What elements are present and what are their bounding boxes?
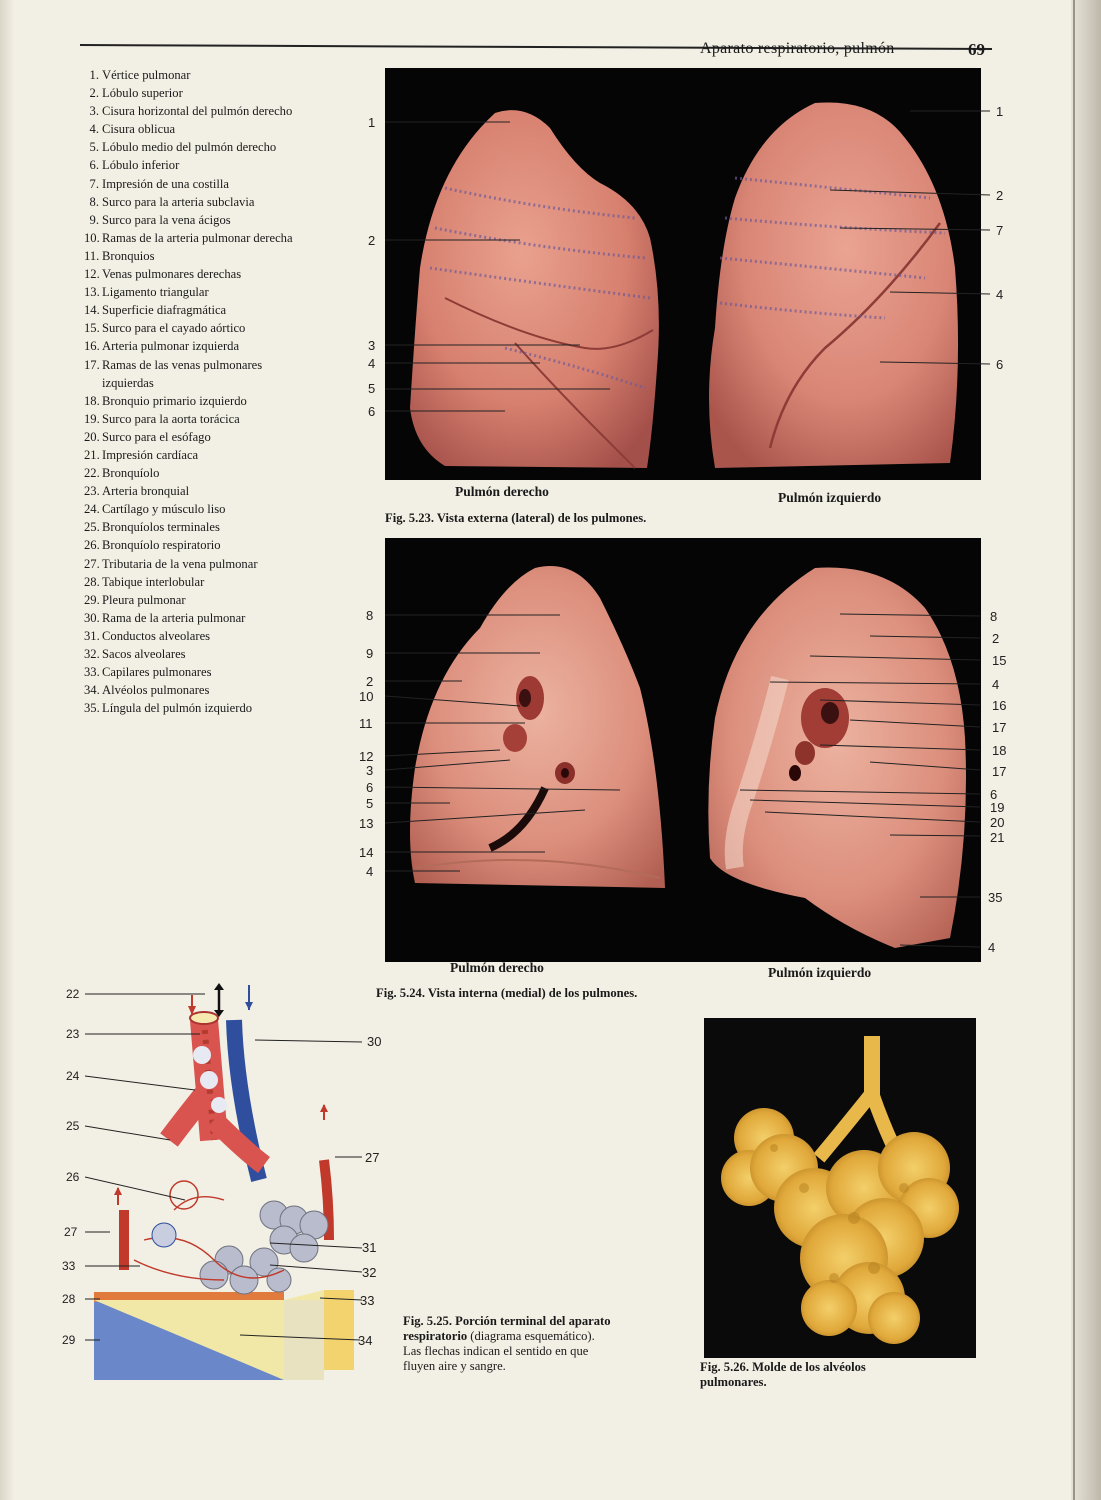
legend-item <box>84 410 299 428</box>
legend-item <box>84 645 299 663</box>
legend-item <box>84 663 299 681</box>
legend-item-text: Rama de la arteria pulmonar <box>102 610 246 625</box>
legend-item-number: 9. <box>89 212 99 227</box>
fig526-caption: Fig. 5.26. Molde de los alvéolos pulmonares. <box>700 1360 866 1389</box>
fig523-label-right-6: 6 <box>996 357 1004 372</box>
legend-item <box>84 518 299 536</box>
legend-item <box>84 211 299 229</box>
legend-item-number: 28. <box>84 574 100 589</box>
legend-item-number: 1. <box>89 68 99 82</box>
right-lung-medial <box>410 566 665 888</box>
legend-item <box>84 428 299 446</box>
fig524-label-right-17: 17 <box>992 720 1007 735</box>
fig524-label-left-2: 2 <box>366 674 374 689</box>
legend-item-number: 31. <box>84 628 100 643</box>
legend-item-text: Surco para el esófago <box>102 429 211 444</box>
legend-item <box>84 573 299 591</box>
legend-item-text: Bronquíolo <box>102 466 160 481</box>
legend-item <box>84 247 299 265</box>
gutter-line <box>1073 0 1075 1500</box>
fig525-label-24: 24 <box>66 1069 80 1083</box>
fig524-label-left-5: 5 <box>366 796 374 811</box>
fig524-label-left-6: 6 <box>366 780 374 795</box>
legend-item <box>84 319 299 337</box>
fig525-label-30: 30 <box>367 1034 382 1049</box>
fig524-label-left-8: 8 <box>366 608 374 623</box>
legend-item-text: Língula del pulmón izquierdo <box>102 701 253 716</box>
fig525-label-29: 29 <box>62 1333 76 1347</box>
legend-item <box>84 536 299 554</box>
legend-item-number: 10. <box>84 230 100 245</box>
fig524-caption: Fig. 5.24. Vista interna (medial) de los pulmones. <box>376 986 638 1000</box>
legend-item-number: 25. <box>84 520 100 535</box>
fig525-caption-text: (diagrama esquemático). Las flechas indican el sentido en que fluyen aire y sangre. <box>403 1329 595 1373</box>
legend-item-number: 5. <box>89 140 99 155</box>
fig-5-23-photo <box>385 68 981 480</box>
legend-item-number: 8. <box>89 194 99 209</box>
fig524-label-right-35: 35 <box>988 890 1003 905</box>
page-edge-shadow <box>0 0 14 1500</box>
legend-item-number: 34. <box>84 683 100 698</box>
legend-item-text: Cartílago y músculo liso <box>102 502 226 517</box>
legend-item <box>84 446 299 464</box>
legend-item <box>84 229 299 247</box>
legend-item <box>84 193 299 211</box>
fig525-label-31: 31 <box>362 1240 377 1255</box>
legend-item-text: Cisura oblicua <box>102 122 176 137</box>
fig524-label-right-8: 8 <box>990 609 998 624</box>
fig523-label-right-1: 1 <box>996 104 1004 119</box>
legend-item-text: Bronquíolo respiratorio <box>102 538 221 553</box>
legend-item-text: Surco para la arteria subclavia <box>102 194 255 209</box>
legend-item <box>84 609 299 627</box>
fig524-label-right-4: 4 <box>992 677 1000 692</box>
fig524-label-left-9: 9 <box>366 646 374 661</box>
legend-item-number: 18. <box>84 393 100 408</box>
legend-list <box>84 66 299 717</box>
legend-item-text: Cisura horizontal del pulmón derecho <box>102 104 293 119</box>
legend-item-text: Ramas de las venas pulmonares izquierdas <box>102 357 263 390</box>
book-gutter <box>1071 0 1101 1500</box>
legend-item <box>84 283 299 301</box>
legend-item-text: Surco para el cayado aórtico <box>102 321 246 336</box>
fig523-label-left-1: 1 <box>368 115 376 130</box>
legend-item-number: 3. <box>89 104 99 119</box>
fig-5-26-photo <box>704 1018 976 1358</box>
legend-item-number: 2. <box>89 86 99 101</box>
fig523-caption: Fig. 5.23. Vista externa (lateral) de los pulmones. <box>385 511 647 525</box>
fig524-label-right-21: 21 <box>990 830 1005 845</box>
fig524-right-name: Pulmón izquierdo <box>768 965 872 980</box>
fig524-label-left-3: 3 <box>366 763 374 778</box>
legend-item <box>84 301 299 319</box>
legend-item-number: 30. <box>84 610 100 625</box>
legend-item-text: Impresión cardíaca <box>102 447 199 462</box>
right-lung-lateral <box>410 110 659 468</box>
legend-item-number: 17. <box>84 357 100 372</box>
fig525-label-33: 33 <box>62 1259 76 1273</box>
legend-item-text: Surco para la aorta torácica <box>102 411 240 426</box>
fig524-left-name: Pulmón derecho <box>450 960 544 975</box>
fig525-label-27: 27 <box>64 1225 78 1239</box>
fig524-label-right-6: 6 <box>990 787 998 802</box>
legend-item-text: Lóbulo superior <box>102 86 183 101</box>
fig523-label-left-3: 3 <box>368 338 376 353</box>
fig525-label-23: 23 <box>66 1027 80 1041</box>
legend-item <box>84 591 299 609</box>
left-lung-lateral <box>709 102 958 468</box>
legend-item-number: 22. <box>84 466 100 481</box>
legend-item-text: Arteria bronquial <box>102 484 190 499</box>
legend-item <box>84 356 299 392</box>
legend-item-number: 4. <box>89 122 99 137</box>
legend-item-text: Pleura pulmonar <box>102 592 186 607</box>
legend-item-number: 14. <box>84 303 100 318</box>
fig523-label-right-4: 4 <box>996 287 1004 302</box>
fig-5-24-photo <box>385 538 981 962</box>
legend-item-text: Conductos alveolares <box>102 628 211 643</box>
legend-item-number: 15. <box>84 321 100 336</box>
fig525-label-32: 32 <box>362 1265 377 1280</box>
legend-item-text: Lóbulo inferior <box>102 158 180 173</box>
legend-item <box>84 500 299 518</box>
legend-item-text: Tabique interlobular <box>102 574 205 589</box>
legend-item <box>84 175 299 193</box>
fig525-label-28: 28 <box>62 1292 76 1306</box>
fig525-label-27r: 27 <box>365 1150 380 1165</box>
legend-item-text: Alvéolos pulmonares <box>102 683 210 698</box>
fig525-label-25: 25 <box>66 1119 80 1133</box>
legend-item <box>84 392 299 410</box>
fig525-label-34: 34 <box>358 1333 373 1348</box>
fig524-label-right-2: 2 <box>992 631 1000 646</box>
running-head: Aparato respiratorio, pulmón <box>700 40 895 57</box>
legend-item-text: Bronquíolos terminales <box>102 520 220 535</box>
legend-item-number: 16. <box>84 339 100 354</box>
legend-item-number: 23. <box>84 484 100 499</box>
legend-item-text: Bronquio primario izquierdo <box>102 393 247 408</box>
legend-item <box>84 265 299 283</box>
legend-item-text: Surco para la vena ácigos <box>102 212 231 227</box>
fig523-label-right-7: 7 <box>996 223 1004 238</box>
legend-item-text: Arteria pulmonar izquierda <box>102 339 240 354</box>
fig523-label-left-5: 5 <box>368 381 376 396</box>
legend-item-number: 20. <box>84 429 100 444</box>
legend-item-text: Bronquios <box>102 248 155 263</box>
legend-item-number: 24. <box>84 502 100 517</box>
legend-item-number: 27. <box>84 556 100 571</box>
legend-item-text: Tributaria de la vena pulmonar <box>102 556 258 571</box>
legend-item-text: Superficie diafragmática <box>102 303 227 318</box>
legend-item-number: 33. <box>84 665 100 680</box>
fig523-label-left-6: 6 <box>368 404 376 419</box>
legend-item-number: 21. <box>84 447 100 462</box>
fig525-label-22: 22 <box>66 987 80 1001</box>
fig524-label-left-4: 4 <box>366 864 374 879</box>
legend-item-text: Capilares pulmonares <box>102 665 212 680</box>
legend-item-text: Ramas de la arteria pulmonar derecha <box>102 230 293 245</box>
legend-item <box>84 681 299 699</box>
fig524-label-right-18: 18 <box>992 743 1007 758</box>
legend-item-text: Venas pulmonares derechas <box>102 267 242 282</box>
left-lung-medial <box>708 568 966 949</box>
fig524-label-left-12: 12 <box>359 749 374 764</box>
legend-item <box>84 482 299 500</box>
legend-item <box>84 66 299 84</box>
legend-item-number: 19. <box>84 411 100 426</box>
fig525-caption <box>403 1314 613 1374</box>
legend-item-number: 29. <box>84 592 100 607</box>
fig523-left-name: Pulmón derecho <box>455 484 549 499</box>
fig523-label-right-2: 2 <box>996 188 1004 203</box>
legend-item <box>84 464 299 482</box>
fig525-label-26: 26 <box>66 1170 80 1184</box>
fig524-label-left-10: 10 <box>359 689 374 704</box>
fig524-label-left-13: 13 <box>359 816 374 831</box>
legend-item-number: 11. <box>84 248 100 263</box>
legend-item <box>84 156 299 174</box>
legend-item <box>84 555 299 573</box>
page-number: 69 <box>968 40 985 59</box>
legend-item <box>84 627 299 645</box>
legend-item-text: Ligamento triangular <box>102 285 209 300</box>
legend-item-number: 35. <box>84 701 100 716</box>
legend-item <box>84 102 299 120</box>
legend-item-number: 26. <box>84 538 100 553</box>
legend-item-number: 13. <box>84 285 100 300</box>
fig523-right-name: Pulmón izquierdo <box>778 490 882 505</box>
legend-item-text: Vértice pulmonar <box>102 68 191 82</box>
legend-item <box>84 84 299 102</box>
legend-item-number: 7. <box>89 176 99 191</box>
fig524-label-right-15: 15 <box>992 653 1007 668</box>
fig524-label-right-16: 16 <box>992 698 1007 713</box>
legend-item <box>84 120 299 138</box>
fig523-label-left-4: 4 <box>368 356 376 371</box>
legend-item-text: Sacos alveolares <box>102 647 186 661</box>
legend-item-number: 32. <box>84 647 100 661</box>
fig524-label-right-20: 20 <box>990 815 1005 830</box>
fig525-caption-title: Fig. 5.25. Porción terminal del aparato respiratorio <box>403 1314 611 1343</box>
fig524-label-left-11: 11 <box>359 716 373 731</box>
fig523-label-left-2: 2 <box>368 233 376 248</box>
fig-5-25-diagram <box>84 980 364 1400</box>
fig524-label-left-14: 14 <box>359 845 374 860</box>
legend-item <box>84 699 299 717</box>
fig524-label-right-4b: 4 <box>988 940 996 955</box>
legend-item-number: 6. <box>89 158 99 173</box>
fig524-label-right-17b: 17 <box>992 764 1007 779</box>
legend-item <box>84 337 299 355</box>
legend-item <box>84 138 299 156</box>
fig525-label-33r: 33 <box>360 1293 375 1308</box>
legend-item-text: Impresión de una costilla <box>102 176 229 191</box>
legend-item-text: Lóbulo medio del pulmón derecho <box>102 140 277 155</box>
legend-item-number: 12. <box>84 267 100 282</box>
fig524-label-right-19: 19 <box>990 800 1005 815</box>
